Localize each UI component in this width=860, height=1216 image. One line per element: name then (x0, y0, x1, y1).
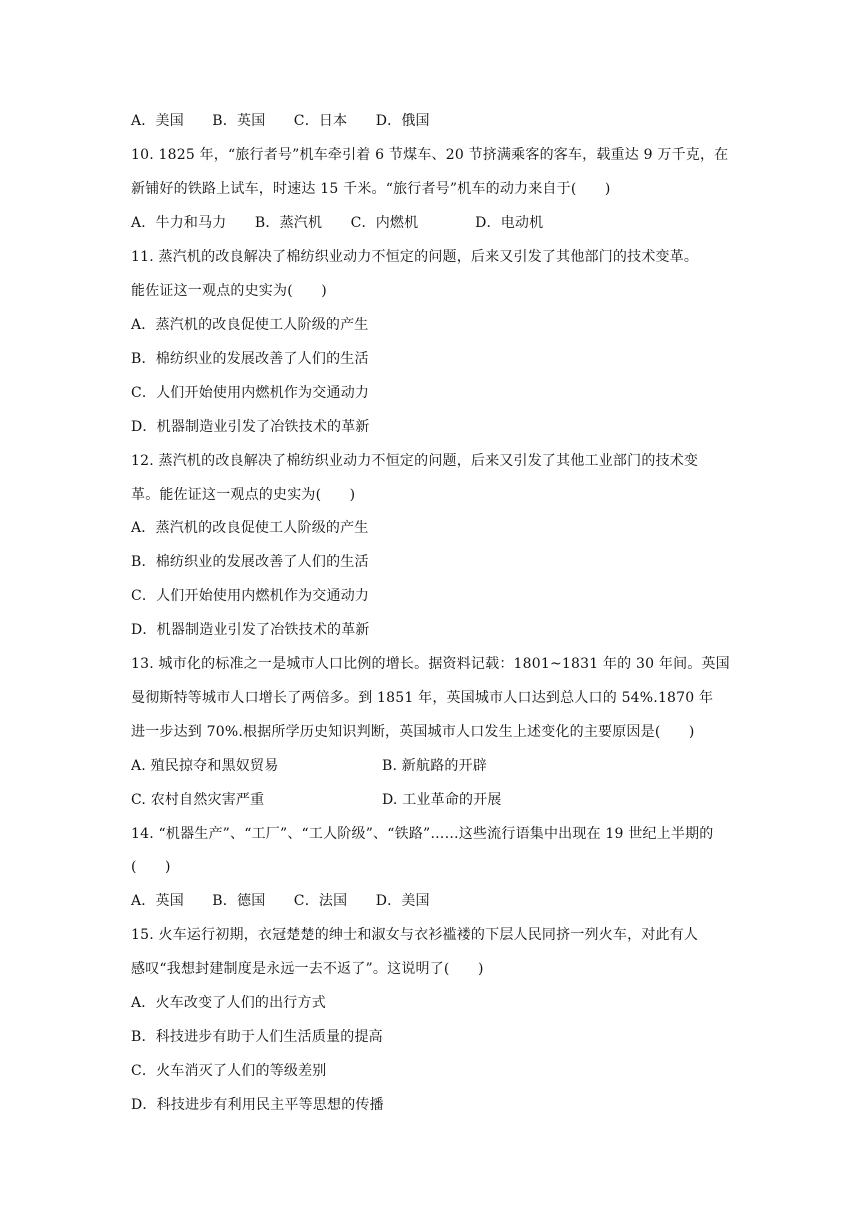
q15-option-b: B．科技进步有助于人们生活质量的提高 (131, 1029, 383, 1045)
q15-option-d: D．科技进步有利用民主平等思想的传播 (131, 1097, 384, 1113)
q11-stem-line2: 能佐证这一观点的史实为( ) (131, 283, 327, 299)
q12-option-a: A．蒸汽机的改良促使工人阶级的产生 (131, 520, 369, 536)
q15-stem-line1: 15. 火车运行初期，衣冠楚楚的绅士和淑女与衣衫褴褛的下层人民同挤一列火车，对此有人 (131, 927, 699, 943)
q15-stem-line2: 感叹“我想封建制度是永远一去不返了”。这说明了( ) (131, 961, 484, 977)
q9-options: A．美国 B．英国 C．日本 D．俄国 (131, 113, 430, 129)
q11-option-c: C．人们开始使用内燃机作为交通动力 (131, 385, 370, 401)
q13-stem-line3: 进一步达到 70%.根据所学历史知识判断，英国城市人口发生上述变化的主要原因是( ) (131, 724, 695, 740)
q11-option-a: A．蒸汽机的改良促使工人阶级的产生 (131, 317, 369, 333)
q10-options: A．牛力和马力 B．蒸汽机 C．内燃机 D．电动机 (131, 215, 544, 231)
q10-stem-line1: 10. 1825 年，“旅行者号”机车牵引着 6 节煤车、20 节挤满乘客的客车，载重达 9 万千克，在 (131, 147, 729, 163)
q13-option-c: C. 农村自然灾害严重 (131, 792, 265, 808)
q12-option-b: B．棉纺织业的发展改善了人们的生活 (131, 554, 369, 570)
q10-stem-line2: 新铺好的铁路上试车，时速达 15 千米。“旅行者号”机车的动力来自于( ) (131, 181, 611, 197)
q14-stem-line1: 14. “机器生产”、“工厂”、“工人阶级”、“铁路”……这些流行语集中出现在 19 世纪上半期的 (131, 826, 714, 842)
q11-option-d: D．机器制造业引发了冶铁技术的革新 (131, 419, 370, 435)
q14-stem-line2: ( ) (131, 859, 171, 875)
q11-stem-line1: 11. 蒸汽机的改良解决了棉纺织业动力不恒定的问题，后来又引发了其他部门的技术变革。 (131, 249, 699, 265)
q12-option-d: D．机器制造业引发了冶铁技术的革新 (131, 622, 370, 638)
q12-stem-line2: 革。能佐证这一观点的史实为( ) (131, 487, 356, 503)
q13-option-b: B. 新航路的开辟 (382, 758, 487, 774)
q14-options: A．英国 B．德国 C．法国 D．美国 (131, 893, 430, 909)
q15-option-a: A．火车改变了人们的出行方式 (131, 995, 326, 1011)
q12-option-c: C．人们开始使用内燃机作为交通动力 (131, 588, 370, 604)
q11-option-b: B．棉纺织业的发展改善了人们的生活 (131, 351, 369, 367)
q13-option-a: A. 殖民掠夺和黑奴贸易 (131, 758, 279, 774)
q15-option-c: C．火车消灭了人们的等级差别 (131, 1063, 327, 1079)
q13-stem-line1: 13. 城市化的标准之一是城市人口比例的增长。据资料记载：1801~1831 年的 30 年间。英国 (131, 656, 730, 672)
q12-stem-line1: 12. 蒸汽机的改良解决了棉纺织业动力不恒定的问题，后来又引发了其他工业部门的技术变 (131, 453, 699, 469)
q13-stem-line2: 曼彻斯特等城市人口增长了两倍多。到 1851 年，英国城市人口达到总人口的 54%.1870 年 (131, 690, 714, 706)
q13-option-d: D. 工业革命的开展 (382, 792, 502, 808)
